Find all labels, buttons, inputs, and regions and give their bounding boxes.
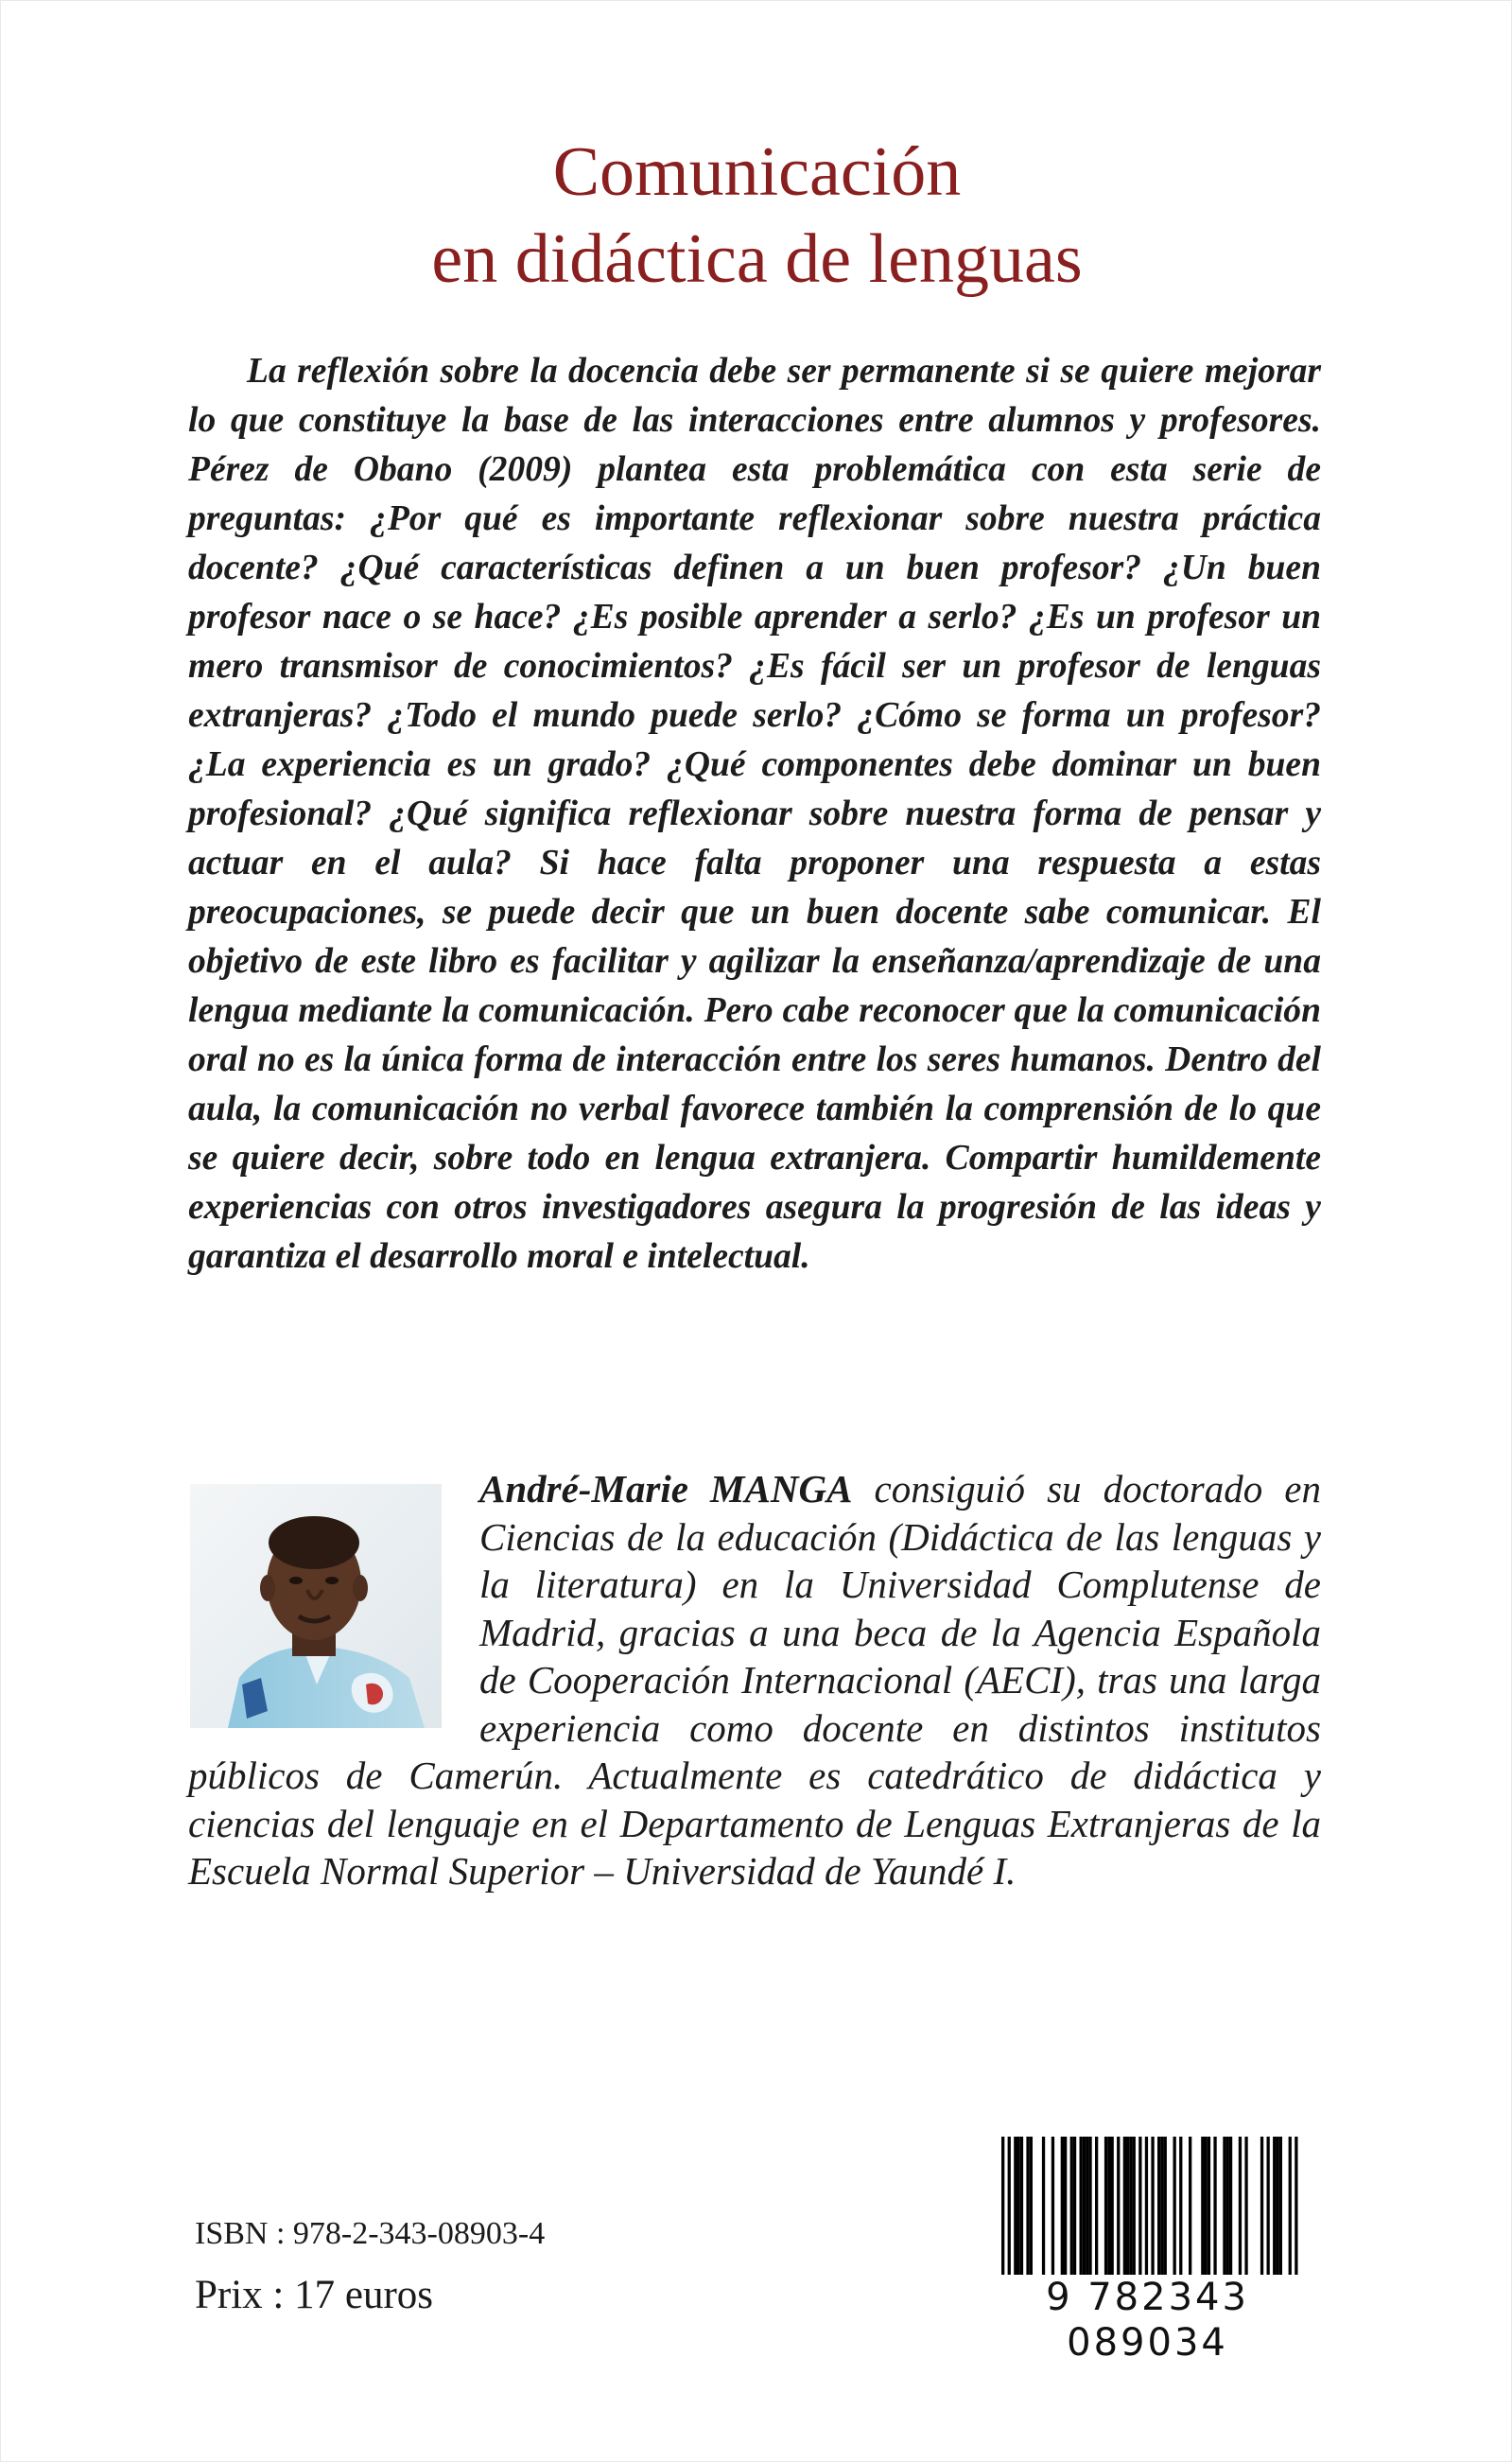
barcode-bar bbox=[1133, 2137, 1136, 2279]
barcode-bar bbox=[1273, 2137, 1276, 2279]
barcode-bar bbox=[1061, 2137, 1064, 2279]
barcode-bar bbox=[1014, 2137, 1017, 2279]
barcode-bar bbox=[1020, 2137, 1023, 2279]
barcode-number: 9 782343 089034 bbox=[975, 2275, 1320, 2366]
barcode-bar bbox=[1017, 2137, 1020, 2279]
barcode-bar bbox=[1160, 2137, 1163, 2279]
isbn-text: ISBN : 978-2-343-08903-4 bbox=[195, 2216, 546, 2251]
price-text: Prix : 17 euros bbox=[195, 2273, 434, 2317]
barcode-bar bbox=[1104, 2137, 1107, 2279]
barcode-bar bbox=[1129, 2137, 1132, 2279]
barcode-bar bbox=[1064, 2137, 1067, 2279]
barcode-bar bbox=[1083, 2137, 1086, 2279]
barcode-bar bbox=[1157, 2137, 1160, 2279]
barcode-bar bbox=[1086, 2137, 1088, 2279]
barcode-bar bbox=[1260, 2137, 1263, 2279]
book-title-line-1: Comunicación bbox=[552, 133, 962, 211]
barcode-bar bbox=[1051, 2137, 1054, 2279]
book-title bbox=[1, 129, 1512, 303]
barcode-bar bbox=[1030, 2137, 1033, 2279]
barcode-bar bbox=[1239, 2137, 1242, 2279]
barcode-bar bbox=[1213, 2137, 1216, 2279]
barcode-bar bbox=[1276, 2137, 1278, 2279]
barcode-bar bbox=[1026, 2137, 1029, 2279]
barcode-bar bbox=[1223, 2137, 1225, 2279]
barcode-bar bbox=[1189, 2137, 1191, 2279]
barcode-bar bbox=[1226, 2137, 1229, 2279]
barcode-bar bbox=[1117, 2137, 1120, 2279]
barcode-bar bbox=[1179, 2137, 1182, 2279]
barcode-bar bbox=[1173, 2137, 1176, 2279]
barcode-bar bbox=[1244, 2137, 1247, 2279]
barcode-bar bbox=[1042, 2137, 1045, 2279]
barcode-bar bbox=[1073, 2137, 1076, 2279]
barcode-bar bbox=[1164, 2137, 1167, 2279]
barcode-bar bbox=[1080, 2137, 1083, 2279]
barcode-bar bbox=[1107, 2137, 1110, 2279]
barcode-bar bbox=[1111, 2137, 1114, 2279]
barcode-bar bbox=[1095, 2137, 1098, 2279]
barcode-bar bbox=[1201, 2137, 1204, 2279]
author-bio bbox=[188, 1465, 1321, 1895]
barcode-bar bbox=[1138, 2137, 1141, 2279]
book-title-line-2: en didáctica de lenguas bbox=[431, 220, 1083, 298]
photo-spacer bbox=[188, 1465, 479, 1749]
barcode-bar bbox=[1123, 2137, 1126, 2279]
author-bio-text: consiguió su doctorado en Ciencias de la educación (Didáctica de las lenguas y la literatura) en la Universidad Complutense de Madrid, gracias a una beca de la Agencia Española de Cooperación Internacional (AECI), tras una larga experiencia como docente en distintos institutos públicos de Camerún. Actualmente es catedrático de didáctica y ciencias del lenguaje en el Departamento de Lenguas Extranjeras de la Escuela Normal Superior – Universidad de Yaundé I. bbox=[188, 1467, 1321, 1893]
barcode-bar bbox=[1229, 2137, 1232, 2279]
barcode-bar bbox=[1126, 2137, 1129, 2279]
blurb-paragraph: La reflexión sobre la docencia debe ser permanente si se quiere mejorar lo que constituye la base de las interacciones entre alumnos y profesores. Pérez de Obano (2009) plantea esta problemática con esta serie de preguntas: ¿Por qué es importante reflexionar sobre nuestra práctica docente? ¿Qué características definen a un buen profesor? ¿Un buen profesor nace o se hace? ¿Es posible aprender a serlo? ¿Es un profesor un mero transmisor de conocimientos? ¿Es fácil ser un profesor de lenguas extranjeras? ¿Todo el mundo puede serlo? ¿Cómo se forma un profesor? ¿La experiencia es un grado? ¿Qué componentes debe dominar un buen profesional? ¿Qué significa reflexionar sobre nuestra forma de pensar y actuar en el aula? Si hace falta proponer una respuesta a estas preocupaciones, se puede decir que un buen docente sabe comunicar. El objetivo de este libro es facilitar y agilizar la enseñanza/aprendizaje de una lengua mediante la comunicación. Pero cabe reconocer que la comunicación oral no es la única forma de interacción entre los seres humanos. Dentro del aula, la comunicación no verbal favorece también la comprensión de lo que se quiere decir, sobre todo en lengua extranjera. Compartir humildemente experiencias con otros investigadores asegura la progresión de las ideas y garantiza el desarrollo moral e intelectual. bbox=[188, 352, 1321, 1276]
barcode-bar bbox=[1208, 2137, 1210, 2279]
barcode-bar bbox=[1279, 2137, 1282, 2279]
barcode-bar bbox=[1088, 2137, 1091, 2279]
barcode-bar bbox=[1267, 2137, 1270, 2279]
author-name: André-Marie MANGA bbox=[479, 1467, 853, 1510]
barcode-bar bbox=[1070, 2137, 1073, 2279]
barcode-bar bbox=[1205, 2137, 1208, 2279]
